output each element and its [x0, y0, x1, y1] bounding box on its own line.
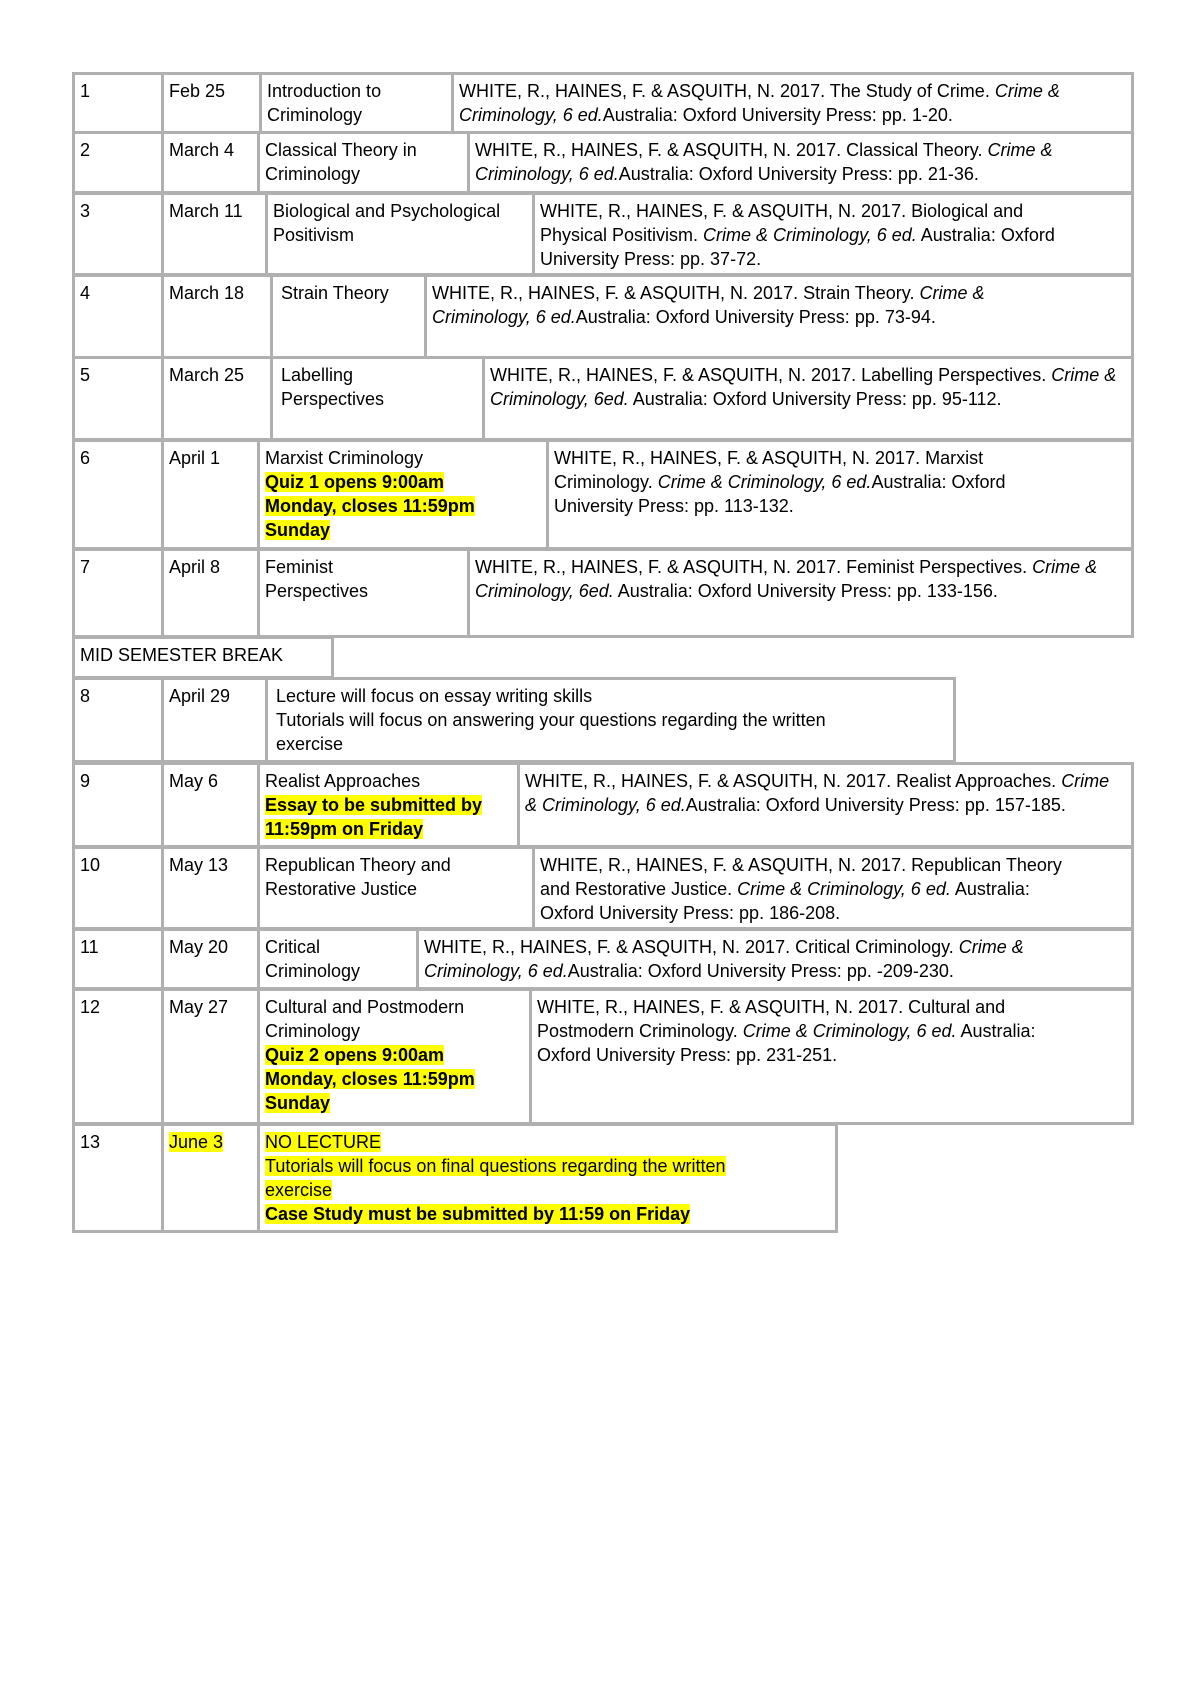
week-cell — [72, 548, 164, 638]
topic-line: Restorative Justice — [265, 879, 418, 899]
reading-book-title: Crime & Criminology, 6 ed. — [459, 81, 1060, 125]
week-cell — [72, 928, 164, 990]
reading-cell — [532, 192, 1134, 276]
reading-publisher: Australia: Oxford University Press: pp. 1-20. — [602, 105, 953, 125]
date-cell — [161, 131, 260, 194]
week-number: 4 — [80, 283, 91, 303]
week-cell — [72, 356, 164, 441]
reading-publisher: Australia: Oxford University Press: pp. 37-72. — [540, 225, 1055, 269]
reading-cell — [416, 928, 1134, 990]
session-line: exercise — [276, 734, 344, 754]
reading-citation: WHITE, R., HAINES, F. & ASQUITH, N. 2017. Classical Theory. — [475, 140, 988, 160]
topic-cell — [257, 131, 470, 194]
topic-cell — [270, 356, 485, 441]
topic-cell — [270, 274, 427, 359]
essay-notice: 11:59pm on Friday — [265, 819, 424, 839]
reading-publisher: Australia: Oxford University Press: pp. 157-185. — [685, 795, 1066, 815]
reading-cell — [467, 131, 1134, 194]
date-cell — [161, 192, 268, 276]
reading-cell — [467, 548, 1134, 638]
quiz-notice: Quiz 2 opens 9:00am — [265, 1045, 445, 1065]
week-number: 12 — [80, 997, 101, 1017]
date-cell — [161, 274, 273, 359]
topic-line: Criminology — [267, 105, 363, 125]
topic-line: Realist Approaches — [265, 771, 421, 791]
quiz-notice: Sunday — [265, 1093, 331, 1113]
reading-cell — [532, 846, 1134, 930]
topic-line: Feminist — [265, 557, 334, 577]
quiz-notice: Sunday — [265, 520, 331, 540]
reading-cell — [424, 274, 1134, 359]
week-cell — [72, 762, 164, 848]
quiz-notice: Monday, closes 11:59pm — [265, 496, 475, 516]
week-cell — [72, 72, 164, 134]
week-cell — [72, 192, 164, 276]
topic-cell — [257, 548, 470, 638]
session-cell — [265, 677, 956, 763]
reading-book-title: Crime & Criminology, 6 ed. — [424, 937, 1024, 981]
reading-cell — [517, 762, 1134, 848]
case-study-notice: Case Study must be submitted by 11:59 on Friday — [265, 1204, 691, 1224]
topic-line: Biological and Psychological — [273, 201, 501, 221]
quiz-notice: Monday, closes 11:59pm — [265, 1069, 475, 1089]
week-number: 6 — [80, 448, 91, 468]
week-cell — [72, 131, 164, 194]
date: May 13 — [169, 855, 229, 875]
week-number: 5 — [80, 365, 91, 385]
reading-publisher: Australia: Oxford University Press: pp. 95-112. — [628, 389, 1002, 409]
topic-line: Strain Theory — [281, 283, 389, 303]
date: March 4 — [169, 140, 235, 160]
date: March 11 — [169, 201, 243, 221]
topic-cell — [257, 988, 532, 1125]
topic-line: Marxist Criminology — [265, 448, 424, 468]
date: May 20 — [169, 937, 229, 957]
date-cell — [161, 548, 260, 638]
week-cell — [72, 846, 164, 930]
reading-publisher: Australia: Oxford University Press: pp. 231-251. — [537, 1021, 1036, 1065]
session-line: Lecture will focus on essay writing skills — [276, 686, 593, 706]
week-number: 10 — [80, 855, 101, 875]
date-cell — [161, 846, 260, 930]
week-number: 7 — [80, 557, 91, 577]
reading-citation: WHITE, R., HAINES, F. & ASQUITH, N. 2017. Realist Approaches. — [525, 771, 1062, 791]
reading-citation: WHITE, R., HAINES, F. & ASQUITH, N. 2017. Biological and Physical Positivism. — [540, 201, 1024, 245]
week-number: 13 — [80, 1132, 101, 1152]
week-cell — [72, 988, 164, 1125]
date-cell — [161, 1123, 260, 1233]
date: April 8 — [169, 557, 221, 577]
week-cell — [72, 1123, 164, 1233]
topic-line: Labelling — [281, 365, 354, 385]
reading-cell — [546, 439, 1134, 550]
reading-citation: WHITE, R., HAINES, F. & ASQUITH, N. 2017. Marxist Criminology. — [554, 448, 984, 492]
reading-book-title: Crime & Criminology, 6 ed. — [525, 771, 1110, 815]
topic-cell — [257, 928, 419, 990]
date: May 27 — [169, 997, 229, 1017]
reading-citation: WHITE, R., HAINES, F. & ASQUITH, N. 2017. Labelling Perspectives. — [490, 365, 1052, 385]
date: June 3 — [169, 1132, 224, 1152]
reading-cell — [451, 72, 1134, 134]
reading-citation: WHITE, R., HAINES, F. & ASQUITH, N. 2017. Critical Criminology. — [424, 937, 959, 957]
week-cell — [72, 274, 164, 359]
week-number: 11 — [80, 937, 99, 957]
topic-line: Criminology — [265, 164, 361, 184]
reading-book-title: Crime & Criminology, 6 ed. — [432, 283, 985, 327]
date: March 18 — [169, 283, 245, 303]
week-cell — [72, 677, 164, 763]
reading-book-title: Crime & Criminology, 6 ed. — [703, 225, 917, 245]
date: Feb 25 — [169, 81, 226, 101]
date: April 1 — [169, 448, 221, 468]
week-number: 3 — [80, 201, 91, 221]
topic-line: Criminology — [265, 1021, 361, 1041]
reading-cell — [482, 356, 1134, 441]
reading-publisher: Australia: Oxford University Press: pp. 21-36. — [618, 164, 979, 184]
date-cell — [161, 439, 260, 550]
reading-publisher: Australia: Oxford University Press: pp. 186-208. — [540, 879, 1030, 923]
topic-line: Perspectives — [281, 389, 385, 409]
reading-citation: WHITE, R., HAINES, F. & ASQUITH, N. 2017. Cultural and Postmodern Criminology. — [537, 997, 1006, 1041]
topic-cell — [265, 192, 535, 276]
session-cell — [257, 1123, 838, 1233]
quiz-notice: Quiz 1 opens 9:00am — [265, 472, 445, 492]
break-label: MID SEMESTER BREAK — [80, 645, 284, 665]
reading-book-title: Crime & Criminology, 6 ed. — [737, 879, 951, 899]
date-cell — [161, 72, 262, 134]
reading-publisher: Australia: Oxford University Press: pp. 113-132. — [554, 472, 1006, 516]
reading-book-title: Crime & Criminology, 6ed. — [475, 557, 1098, 601]
topic-cell — [257, 846, 535, 930]
reading-citation: WHITE, R., HAINES, F. & ASQUITH, N. 2017. Strain Theory. — [432, 283, 920, 303]
week-cell — [72, 439, 164, 550]
reading-book-title: Crime & Criminology, 6 ed. — [742, 1021, 957, 1041]
week-number: 9 — [80, 771, 91, 791]
essay-notice: Essay to be submitted by — [265, 795, 483, 815]
reading-book-title: Crime & Criminology, 6ed. — [490, 365, 1117, 409]
topic-line: Perspectives — [265, 581, 369, 601]
session-line: exercise — [265, 1180, 333, 1200]
reading-publisher: Australia: Oxford University Press: pp. 133-156. — [613, 581, 998, 601]
topic-line: Republican Theory and — [265, 855, 451, 875]
reading-citation: WHITE, R., HAINES, F. & ASQUITH, N. 2017. Feminist Perspectives. — [475, 557, 1033, 577]
reading-publisher: Australia: Oxford University Press: pp. -209-230. — [567, 961, 954, 981]
reading-book-title: Crime & Criminology, 6 ed. — [475, 140, 1053, 184]
date-cell — [161, 928, 260, 990]
date: March 25 — [169, 365, 245, 385]
reading-cell — [529, 988, 1134, 1125]
date-cell — [161, 762, 260, 848]
reading-citation: WHITE, R., HAINES, F. & ASQUITH, N. 2017. Republican Theory and Restorative Justice. — [540, 855, 1062, 899]
topic-cell — [257, 762, 520, 848]
date-cell — [161, 677, 268, 763]
topic-line: Positivism — [273, 225, 355, 245]
session-line: Tutorials will focus on answering your questions regarding the written — [276, 710, 826, 730]
topic-line: Classical Theory in — [265, 140, 417, 160]
topic-cell — [259, 72, 454, 134]
session-line: Tutorials will focus on final questions regarding the written — [265, 1156, 726, 1176]
no-lecture-label: NO LECTURE — [265, 1132, 382, 1152]
date-cell — [161, 988, 260, 1125]
week-number: 1 — [80, 81, 91, 101]
mid-semester-break — [72, 636, 334, 679]
reading-publisher: Australia: Oxford University Press: pp. 73-94. — [575, 307, 936, 327]
date: April 29 — [169, 686, 231, 706]
topic-line: Critical — [265, 937, 321, 957]
topic-line: Criminology — [265, 961, 361, 981]
topic-line: Cultural and Postmodern — [265, 997, 465, 1017]
week-number: 8 — [80, 686, 91, 706]
reading-citation: WHITE, R., HAINES, F. & ASQUITH, N. 2017. The Study of Crime. — [459, 81, 995, 101]
reading-book-title: Crime & Criminology, 6 ed. — [657, 472, 872, 492]
topic-cell — [257, 439, 549, 550]
topic-line: Introduction to — [267, 81, 382, 101]
date: May 6 — [169, 771, 219, 791]
date-cell — [161, 356, 273, 441]
week-number: 2 — [80, 140, 91, 160]
